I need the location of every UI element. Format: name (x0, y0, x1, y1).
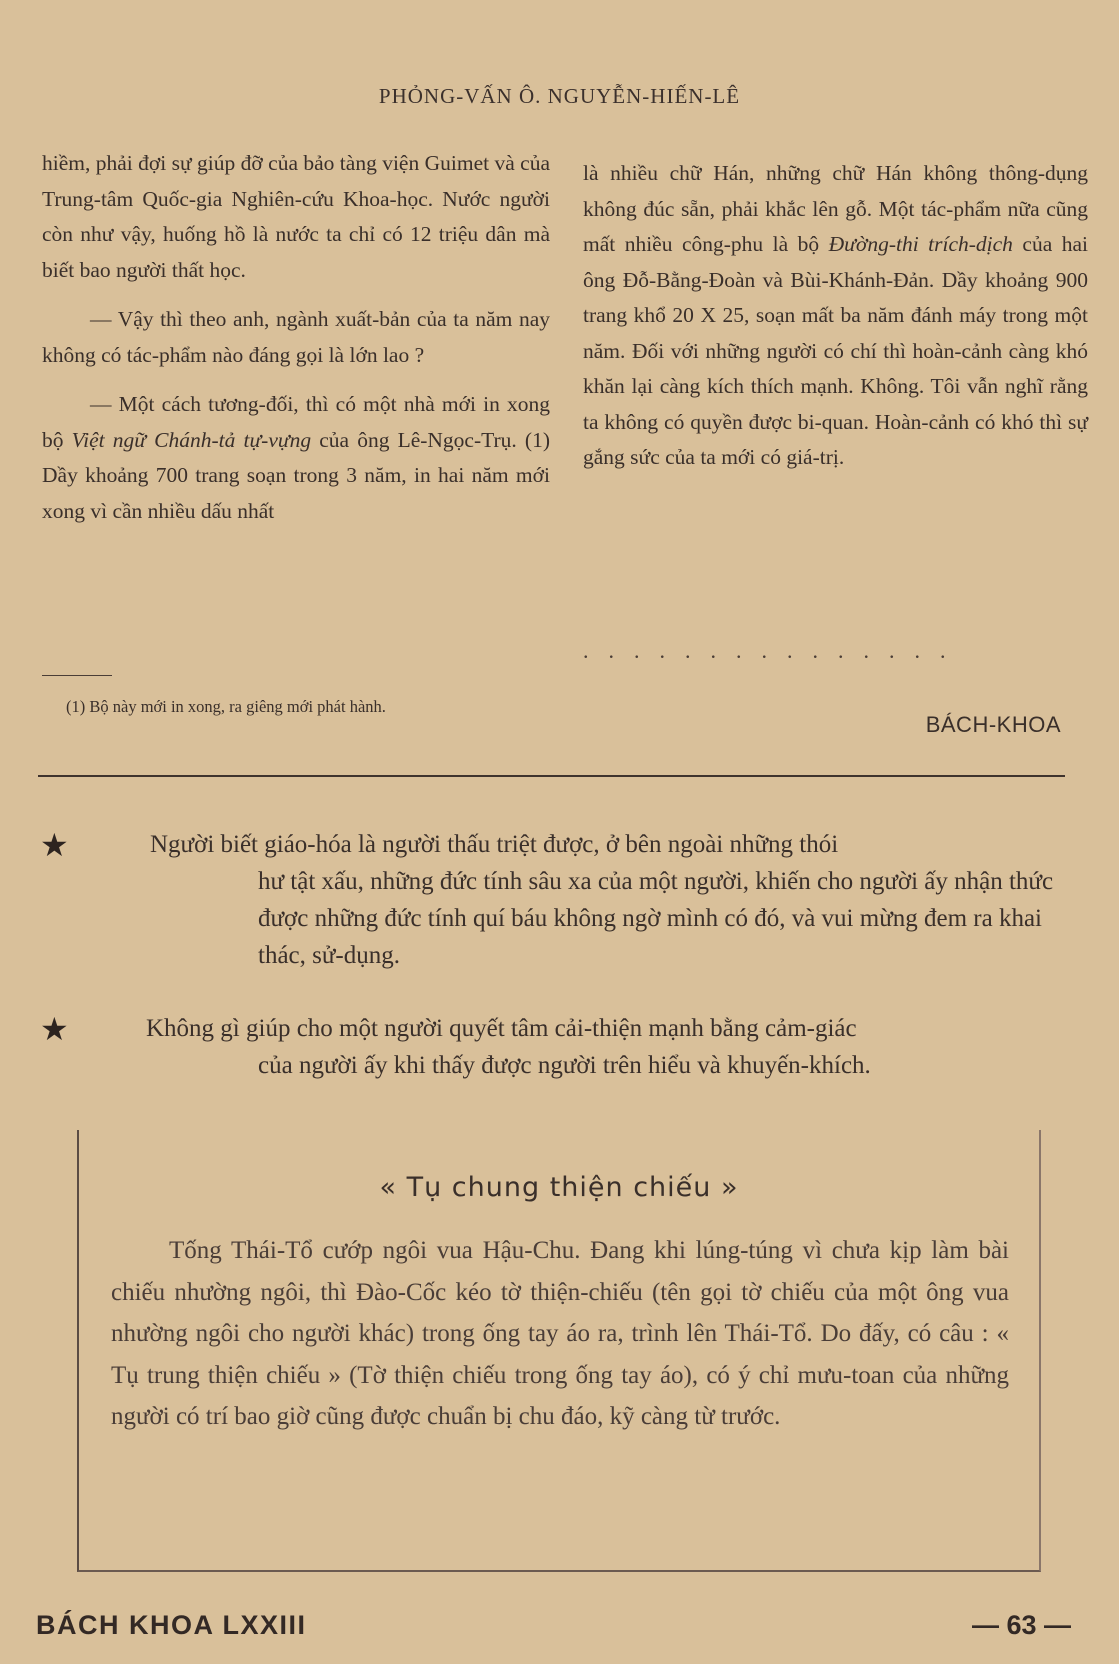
quote-first-line: Người biết giáo-hóa là người thấu triệt được, ở bên ngoài những thói (150, 831, 839, 858)
quote-first-line: Không gì giúp cho một người quyết tâm cải-thiện mạnh bằng cảm-giác (146, 1015, 857, 1042)
left-paragraph-3 (42, 387, 550, 529)
left-paragraph-1: hiềm, phải đợi sự giúp đỡ của bảo tàng viện Guimet và của Trung-tâm Quốc-gia Nghiên-cứu Khoa-học. Nước người còn như vậy, huống hồ là nước ta chỉ có 12 triệu dân mà biết bao người thất học. (42, 151, 550, 282)
footnote-divider (42, 675, 112, 676)
right-column (583, 156, 1088, 476)
page-number: — 63 — (971, 1610, 1071, 1640)
article-signature: BÁCH-KHOA (925, 712, 1061, 737)
box-body: Tống Thái-Tổ cướp ngôi vua Hậu-Chu. Đang khi lúng-túng vì chưa kịp làm bài chiếu nhường ngôi, thì Đào-Cốc kéo tờ thiện-chiếu (tên gọi tờ chiếu của một ông vua nhường ngôi cho người khác) trong ống tay áo ra, trình lên Thái-Tổ. Do đấy, có câu : « Tụ trung thiện chiếu » (Tờ thiện chiếu trong ống tay áo), có ý chỉ mưu-toan của những người có trí bao giờ cũng được chuẩn bị chu đáo, kỹ càng từ trước. (111, 1237, 1009, 1430)
footnote: (1) Bộ này mới in xong, ra giêng mới phát hành. (66, 697, 386, 716)
paragraph-text: của ông Lê-Ngọc-Trụ. (1) Dầy khoảng 700 trang soạn trong 3 năm, in hai năm mới xong vì cần nhiều dấu nhất (42, 427, 550, 523)
star-icon: ★ (40, 827, 69, 863)
book-title: Đường-thi trích-dịch (828, 232, 1013, 256)
right-paragraph-1 (583, 156, 1088, 476)
paragraph-text: — Một cách tương-đối, thì có một nhà mới in xong bộ (42, 392, 550, 452)
ellipsis-line: ............... (583, 638, 966, 663)
box-title: « Tụ chung thiện chiếu » (379, 1172, 739, 1203)
quote-continuation: hư tật xấu, những đức tính sâu xa của một người, khiến cho người ấy nhận thức được những đức tính quí báu không ngờ mình có đó, và vui mừng đem ra khai thác, sử-dụng. (258, 868, 1054, 969)
quote-continuation: của người ấy khi thấy được người trên hiểu và khuyến-khích. (258, 1052, 871, 1079)
publication-name: BÁCH KHOA LXXIII (36, 1610, 307, 1640)
star-icon: ★ (40, 1011, 69, 1047)
paragraph-text: của hai ông Đỗ-Bằng-Đoàn và Bùi-Khánh-Đản. Dầy khoảng 900 trang khổ 20 X 25, soạn mất ba năm đánh máy trong một năm. Đối với những người có chí thì hoàn-cảnh càng khó khăn lại càng kích thích mạnh. Không. Tôi vẫn nghĩ rằng ta không có quyền được bi-quan. Hoàn-cảnh có khó thì sự gắng sức của ta mới có giá-trị. (583, 232, 1088, 469)
paragraph-text: là nhiều chữ Hán, những chữ Hán không thông-dụng không đúc sẵn, phải khắc lên gỗ. Một tác-phẩm nữa cũng mất nhiều công-phu là bộ (583, 161, 1088, 256)
section-divider (38, 775, 1065, 777)
book-title: Việt ngữ Chánh-tả tự-vựng (71, 427, 312, 452)
left-column (42, 146, 550, 529)
running-title: PHỎNG-VẤN Ô. NGUYỄN-HIẾN-LÊ (378, 84, 741, 108)
anecdote-box (77, 1130, 1041, 1572)
left-paragraph-2: — Vậy thì theo anh, ngành xuất-bản của ta năm nay không có tác-phẩm nào đáng gọi là lớn lao ? (42, 307, 550, 367)
